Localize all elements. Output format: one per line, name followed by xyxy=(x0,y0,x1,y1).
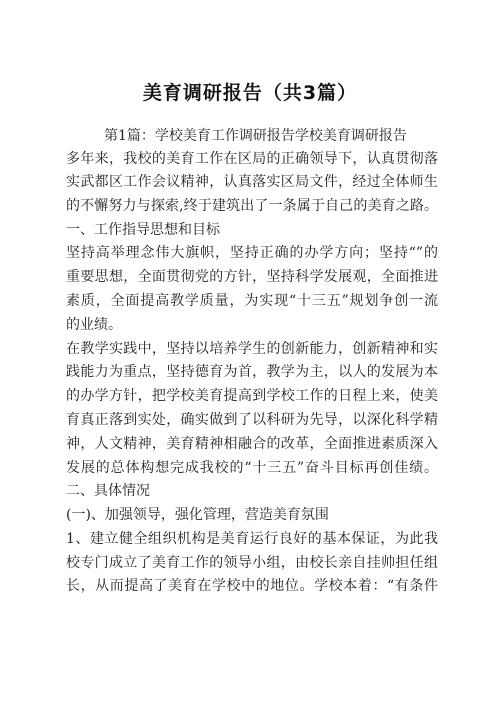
paragraph-line: 校专门成立了美育工作的领导小组，由校长亲自挂帅担任组 xyxy=(66,555,438,571)
paragraph-line: 的办学方针，把学校美育提高到学校工作的日程上来，使美 xyxy=(66,388,438,404)
subsection-heading: (一)、加强领导，强化管理，营造美育氛围 xyxy=(66,507,329,523)
paragraph-line: 发展的总体构想完成我校的“十三五”奋斗目标再创佳绩。 xyxy=(66,460,438,476)
paragraph-line: 重要思想，全面贯彻党的方针，坚持科学发展观，全面推进 xyxy=(66,269,438,285)
paragraph-line: 多年来，我校的美育工作在区局的正确领导下，认真贯彻落 xyxy=(66,151,438,167)
section-heading: 一、工作指导思想和目标 xyxy=(66,222,220,238)
paragraph-line: 神，人文精神，美育精神相融合的改革，全面推进素质深入 xyxy=(66,436,438,452)
paragraph-line: 育真正落到实处，确实做到了以科研为先导，以深化科学精 xyxy=(66,412,438,428)
paragraph-line: 在教学实践中，坚持以培养学生的创新能力，创新精神和实 xyxy=(66,341,438,357)
section-heading: 二、具体情况 xyxy=(66,483,150,499)
article-heading: 第1篇：学校美育工作调研报告学校美育调研报告 xyxy=(104,128,407,144)
paragraph-line: 践能力为重点，坚持德育为首，教学为主，以人的发展为本 xyxy=(66,364,438,380)
paragraph-line: 实武都区工作会议精神，认真落实区局文件，经过全体师生 xyxy=(66,174,438,190)
paragraph-line: 素质，全面提高教学质量，为实现“十三五”规划争创一流 xyxy=(66,293,438,309)
paragraph-line: 1、建立健全组织机构是美育运行良好的基本保证，为此我 xyxy=(66,531,438,547)
paragraph-line: 长，从而提高了美育在学校中的地位。学校本着：“有条件 xyxy=(66,578,438,594)
document-title: 美育调研报告（共3篇） xyxy=(142,82,358,104)
paragraph-line: 的不懈努力与探索,终于建筑出了一条属于自己的美育之路。 xyxy=(66,198,438,214)
paragraph-line: 坚持高举理念伟大旗帜，坚持正确的办学方向；坚持“”的 xyxy=(66,245,438,261)
paragraph-line: 的业绩。 xyxy=(66,317,122,333)
